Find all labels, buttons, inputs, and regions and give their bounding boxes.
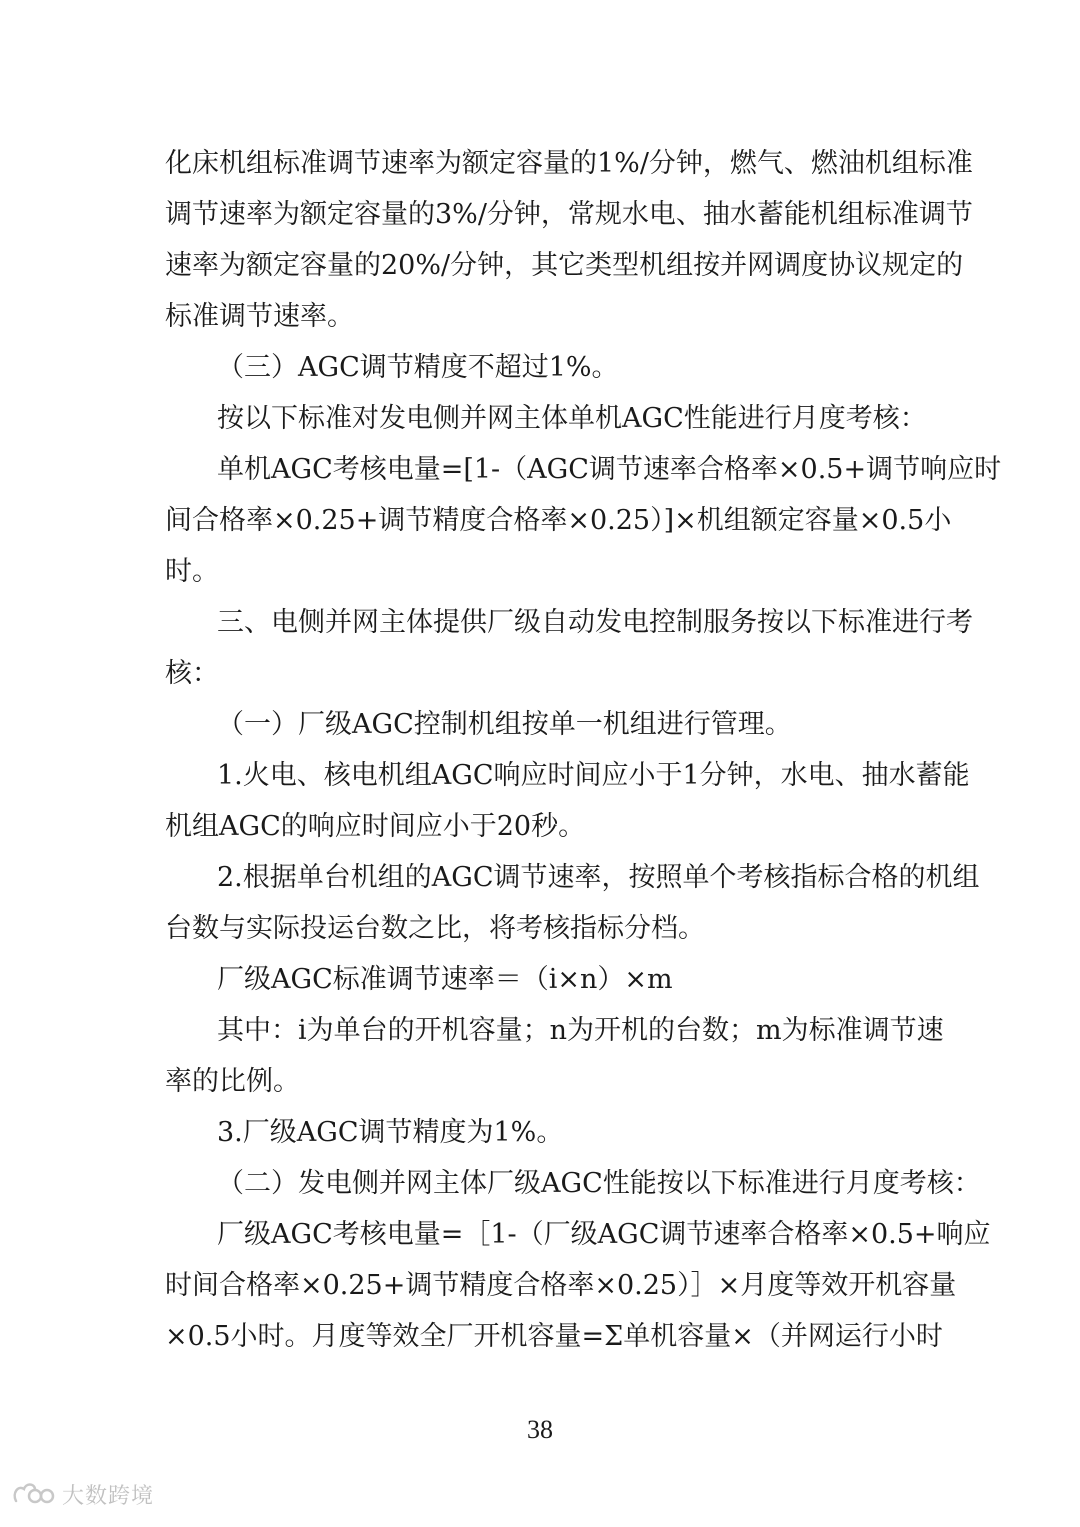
watermark-text: 大数跨境 bbox=[62, 1483, 155, 1509]
text-line: 间合格率×0.25+调节精度合格率×0.25）]×机组额定容量×0.5小 bbox=[165, 505, 952, 536]
watermark bbox=[10, 1476, 154, 1512]
text-line: ×0.5小时。月度等效全厂开机容量=Σ单机容量×（并网运行小时 bbox=[165, 1321, 943, 1352]
text-line: 时间合格率×0.25+调节精度合格率×0.25）］×月度等效开机容量 bbox=[165, 1270, 957, 1301]
logo-icon bbox=[10, 1479, 56, 1509]
section-heading: 三、电侧并网主体提供厂级自动发电控制服务按以下标准进行考 bbox=[217, 607, 973, 638]
text-line: （三）AGC调节精度不超过1%。 bbox=[217, 352, 619, 383]
text-line: 1.火电、核电机组AGC响应时间应小于1分钟，水电、抽水蓄能 bbox=[217, 760, 970, 791]
text-line: 台数与实际投运台数之比，将考核指标分档。 bbox=[165, 913, 705, 944]
text-line: 2.根据单台机组的AGC调节速率，按照单个考核指标合格的机组 bbox=[217, 862, 980, 893]
text-line: 其中：i为单台的开机容量；n为开机的台数；m为标准调节速 bbox=[217, 1015, 944, 1046]
text-line: （二）发电侧并网主体厂级AGC性能按以下标准进行月度考核： bbox=[217, 1168, 981, 1199]
text-line: 按以下标准对发电侧并网主体单机AGC性能进行月度考核： bbox=[217, 403, 927, 434]
text-line: 单机AGC考核电量=[1-（AGC调节速率合格率×0.5+调节响应时 bbox=[217, 454, 1002, 485]
text-line: 3.厂级AGC调节精度为1%。 bbox=[217, 1117, 564, 1148]
formula-line: 厂级AGC考核电量=［1-（厂级AGC调节速率合格率×0.5+响应 bbox=[217, 1219, 991, 1250]
text-line: （一）厂级AGC控制机组按单一机组进行管理。 bbox=[217, 709, 792, 740]
text-line: 率的比例。 bbox=[165, 1066, 300, 1097]
text-line: 标准调节速率。 bbox=[165, 301, 354, 332]
text-line: 速率为额定容量的20%/分钟，其它类型机组按并网调度协议规定的 bbox=[165, 250, 964, 281]
text-line: 调节速率为额定容量的3%/分钟，常规水电、抽水蓄能机组标准调节 bbox=[165, 199, 973, 230]
page-number: 38 bbox=[527, 1415, 553, 1444]
text-line: 化床机组标准调节速率为额定容量的1%/分钟，燃气、燃油机组标准 bbox=[165, 148, 973, 179]
text-line: 时。 bbox=[165, 556, 219, 587]
text-line: 核： bbox=[165, 658, 219, 689]
text-line: 机组AGC的响应时间应小于20秒。 bbox=[165, 811, 586, 842]
formula-line: 厂级AGC标准调节速率＝（i×n）×m bbox=[217, 964, 673, 995]
